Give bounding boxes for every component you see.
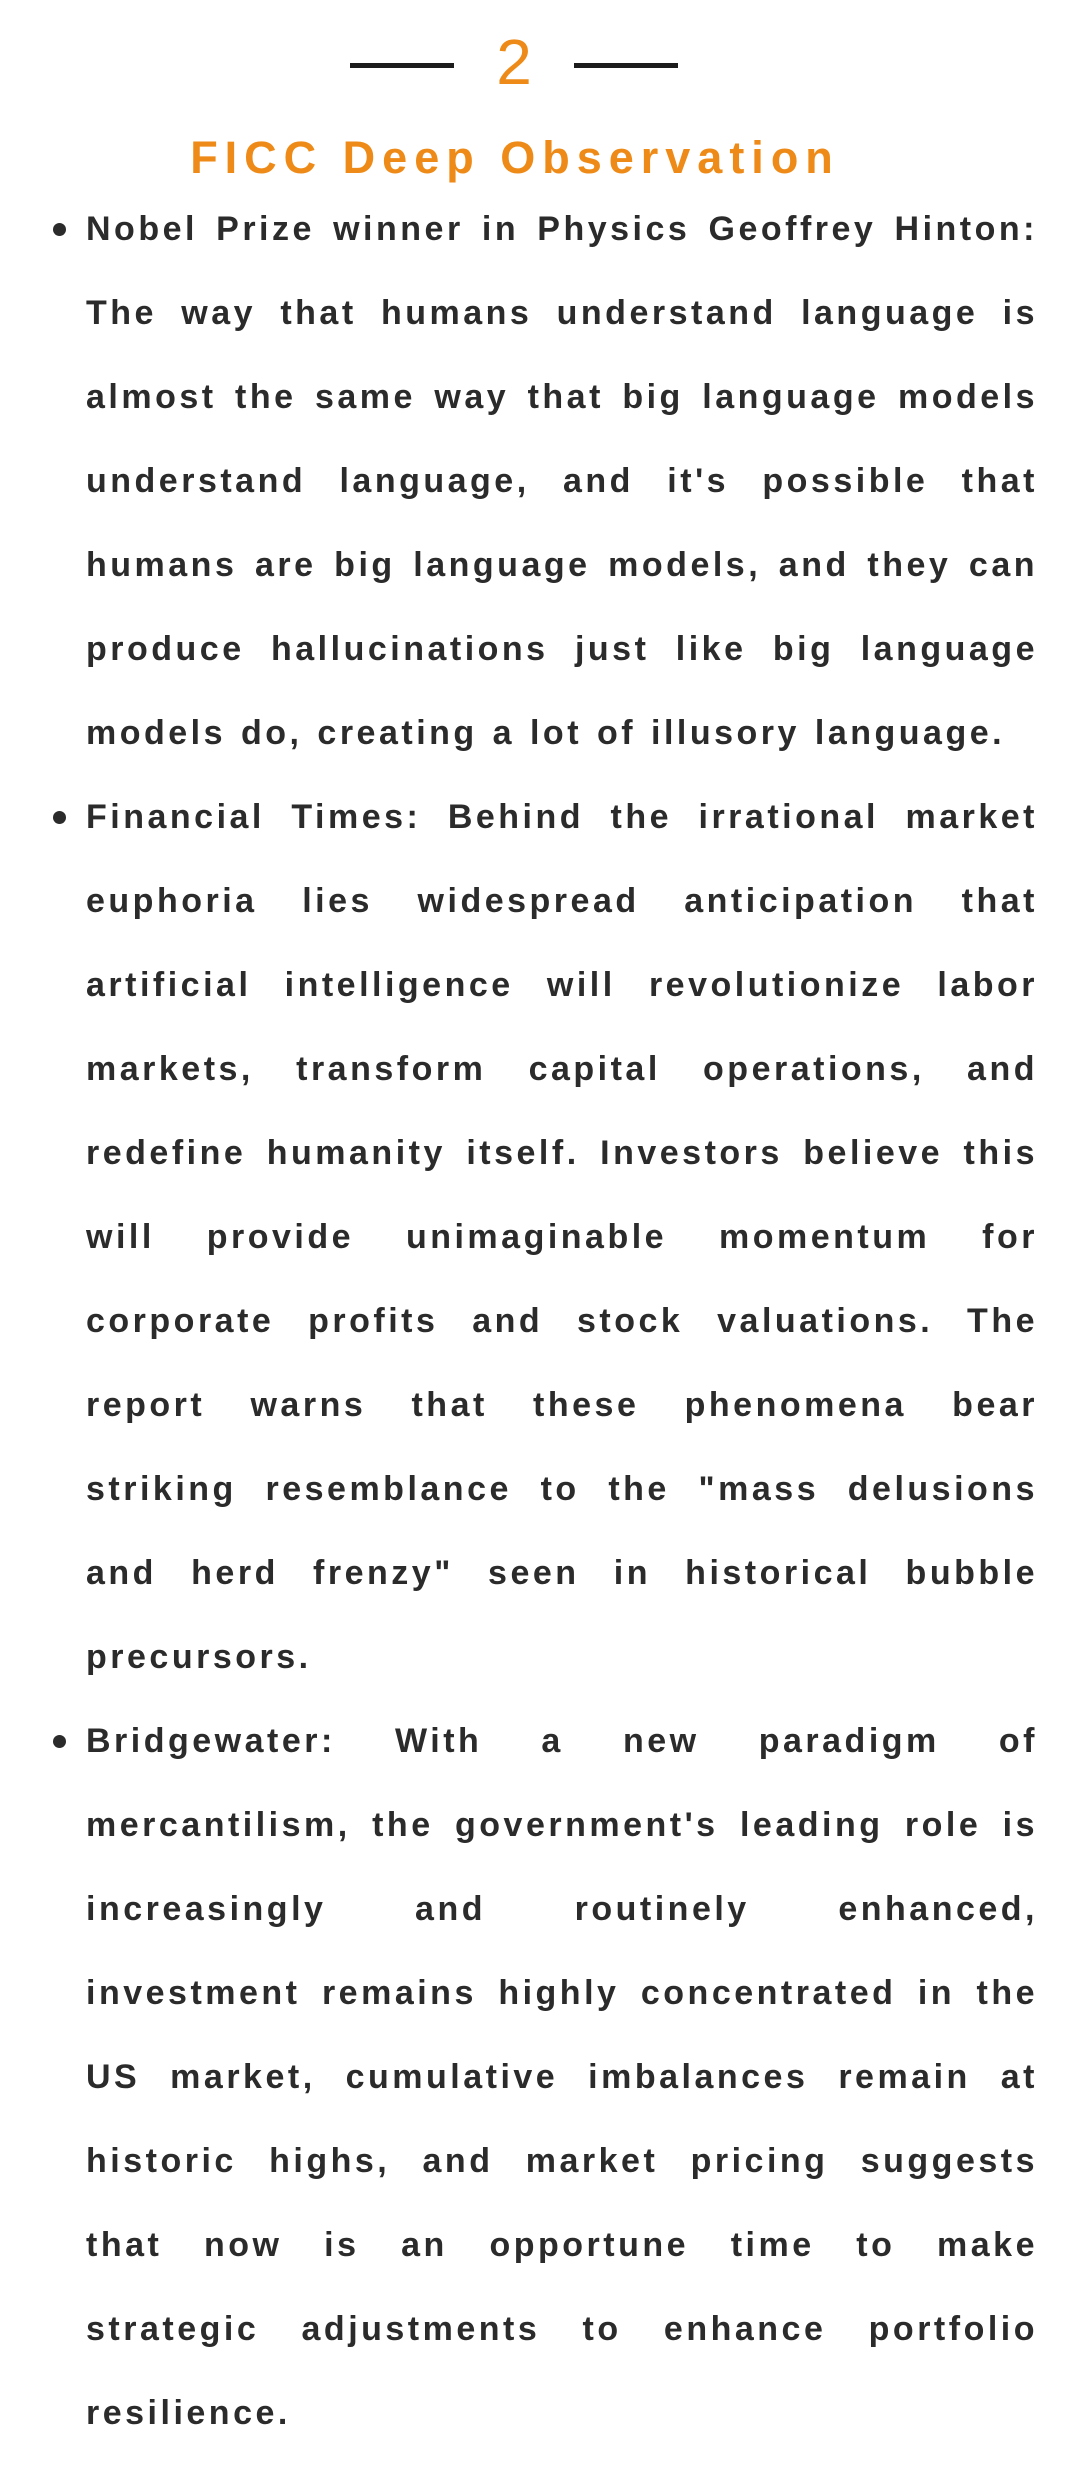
list-item <box>48 775 1038 1699</box>
section-title: FICC Deep Observation <box>190 132 840 183</box>
list-item <box>48 1699 1038 2455</box>
section-header <box>0 22 1080 102</box>
bullet-icon <box>53 1735 66 1748</box>
list-item-text: Nobel Prize winner in Physics Geoffrey Hinton: The way that humans understand language is almost the same way that big language models understand language, and it's possible that humans are big language models, and they can produce hallucinations just like big language models do, creating a lot of illusory language. <box>86 210 1038 752</box>
header-rule-left <box>350 63 454 68</box>
observation-list <box>48 187 1038 2455</box>
bullet-icon <box>53 223 66 236</box>
section-number: 2 <box>496 26 532 98</box>
list-item-text: Bridgewater: With a new paradigm of mercantilism, the government's leading role is increasingly and routinely enhanced, investment remains highly concentrated in the US market, cumulative imbalances remain at historic highs, and market pricing suggests that now is an opportune time to make strategic adjustments to enhance portfolio resilience. <box>86 1722 1038 2432</box>
list-item <box>48 187 1038 775</box>
list-item-text: Financial Times: Behind the irrational market euphoria lies widespread anticipation that artificial intelligence will revolutionize labor markets, transform capital operations, and redefine humanity itself. Investors believe this will provide unimaginable momentum for corporate profits and stock valuations. The report warns that these phenomena bear striking resemblance to the "mass delusions and herd frenzy" seen in historical bubble precursors. <box>86 798 1038 1676</box>
header-rule-right <box>574 63 678 68</box>
bullet-icon <box>53 811 66 824</box>
